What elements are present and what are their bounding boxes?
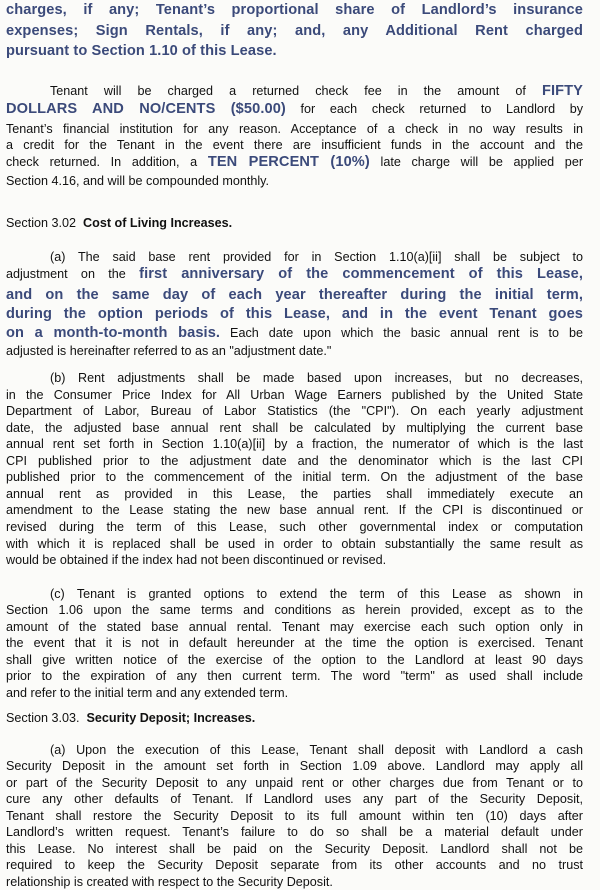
section-number: Section 3.02 — [6, 216, 77, 230]
s302-c-line: shall give written notice of the exercise of the option to the Landlord at least 90 days — [6, 653, 583, 667]
section-title: Cost of Living Increases. — [83, 216, 233, 230]
s303-a-line: this Lease. No interest shall be paid on the Security Deposit. Landlord shall not be — [6, 842, 583, 856]
s302-b-line: annual rent set forth in Section 1.10(a)[ii] by a fraction, the numerator of which is the last — [6, 437, 583, 451]
s302-a-emphasis: on a month-to-month basis. — [6, 325, 221, 341]
returned-check-line-1 — [50, 84, 583, 99]
returned-check-text: check returned. In addition, a — [6, 155, 198, 169]
s302-c-line: prior to the expiration of any then current term. The word "term" as used shall include — [6, 669, 583, 683]
s303-a-line: required to keep the Security Deposit separate from its other accounts and no trust — [6, 858, 583, 872]
returned-check-emphasis: FIFTY — [541, 83, 583, 99]
s303-a-line: Landlord’s written request. Tenant’s failure to do so shall be a material default under — [6, 825, 583, 839]
s302-a-text: Each date upon which the basic annual rent is to be — [230, 326, 584, 340]
s302-c-line: Section 1.06 upon the same terms and conditions as herein provided, except as to the — [6, 603, 583, 617]
s302-a-line-4: during the option periods of this Lease, and in the event Tenant goes — [6, 306, 583, 322]
s302-b-line: date, the adjusted base annual rent shall be calculated by multiplying the current base — [6, 421, 583, 435]
s302-b-line: (b) Rent adjustments shall be made based upon increases, but no decreases, — [50, 371, 583, 385]
returned-check-line-3: Tenant’s financial institution for any reason. Acceptance of a check in no way results in — [6, 122, 583, 136]
returned-check-line-4: a credit for the Tenant in the event there are insufficient funds in the account and the — [6, 138, 583, 152]
section-number: Section 3.03. — [6, 711, 80, 725]
returned-check-line-2 — [6, 102, 583, 117]
intro-line-3: pursuant to Section 1.10 of this Lease. — [6, 43, 277, 59]
s302-a-emphasis: first anniversary of the commencement of this Lease, — [139, 266, 584, 282]
s302-a-line-2 — [6, 267, 583, 282]
s302-c-line: the event that it is not in default hereunder at the time the option is exercised. Tenant — [6, 636, 583, 650]
s302-b-line: annual rent as provided in this Lease, the parties shall immediately execute an — [6, 487, 583, 501]
s302-b-line: published prior to the commencement of the initial term. On the adjustment of the base — [6, 470, 583, 484]
intro-line-2: expenses; Sign Rentals, if any; and, any Additional Rent charged — [6, 23, 583, 39]
s302-b-line: would be obtained if the index had not been discontinued or revised. — [6, 553, 387, 567]
s302-b-line: revised during the term of this Lease, such other governmental index or computation — [6, 520, 583, 534]
s302-a-line-3: and on the same day of each year thereafter during the initial term, — [6, 287, 583, 303]
s302-b-line: Department of Labor, Bureau of Labor Statistics (the "CPI"). On each yearly adjustment — [6, 404, 583, 418]
returned-check-line-5 — [6, 155, 583, 170]
s302-b-line: with which it is replaced shall be used in order to obtain substantially the same result as — [6, 537, 583, 551]
s303-a-line: cure any other defaults of Tenant. If Landlord uses any part of the Security Deposit, — [6, 792, 583, 806]
s302-c-line: amount of the stated base annual rental. Tenant may exercise each such option only in — [6, 620, 583, 634]
s303-a-line: (a) Upon the execution of this Lease, Tenant shall deposit with Landlord a cash — [50, 743, 583, 757]
returned-check-line-6: Section 4.16, and will be compounded monthly. — [6, 174, 269, 188]
s302-a-line-5 — [6, 326, 583, 341]
s302-b-line: amendment to the Lease stating the new base annual rent. If the CPI is discontinued or — [6, 503, 583, 517]
section-title: Security Deposit; Increases. — [86, 711, 256, 725]
s302-c-line: (c) Tenant is granted options to extend the term of this Lease as shown in — [50, 587, 583, 601]
s302-a-text: adjustment on the — [6, 267, 126, 281]
section-3-02-heading — [6, 216, 583, 231]
returned-check-text: for each check returned to Landlord by — [300, 102, 584, 116]
intro-line-1: charges, if any; Tenant’s proportional share of Landlord’s insurance — [6, 2, 583, 18]
s303-a-line: relationship is created with respect to the Security Deposit. — [6, 875, 333, 889]
s302-b-line: in the Consumer Price Index for All Urban Wage Earners published by the United State — [6, 388, 583, 402]
late-charge-percent: TEN PERCENT (10%) — [207, 154, 370, 170]
section-3-03-heading — [6, 711, 583, 726]
s303-a-line: or part of the Security Deposit to any unpaid rent or other charges due from Tenant or to — [6, 776, 583, 790]
s302-b-line: CPI published prior to the adjustment date and the denominator which is the last CPI — [6, 454, 583, 468]
s302-c-line: and refer to the initial term and any extended term. — [6, 686, 289, 700]
s303-a-line: Security Deposit in the amount set forth in Section 1.09 above. Landlord may apply all — [6, 759, 583, 773]
returned-check-fee-amount: DOLLARS AND NO/CENTS ($50.00) — [6, 101, 286, 117]
s302-a-line-6: adjusted is hereinafter referred to as an "adjustment date." — [6, 344, 332, 358]
s303-a-line: Tenant shall restore the Security Deposit to its full amount within ten (10) days after — [6, 809, 583, 823]
s302-a-line-1: (a) The said base rent provided for in Section 1.10(a)[ii] shall be subject to — [50, 250, 583, 264]
returned-check-text: late charge will be applied per — [380, 155, 584, 169]
returned-check-text: Tenant will be charged a returned check fee in the amount of — [50, 84, 526, 98]
